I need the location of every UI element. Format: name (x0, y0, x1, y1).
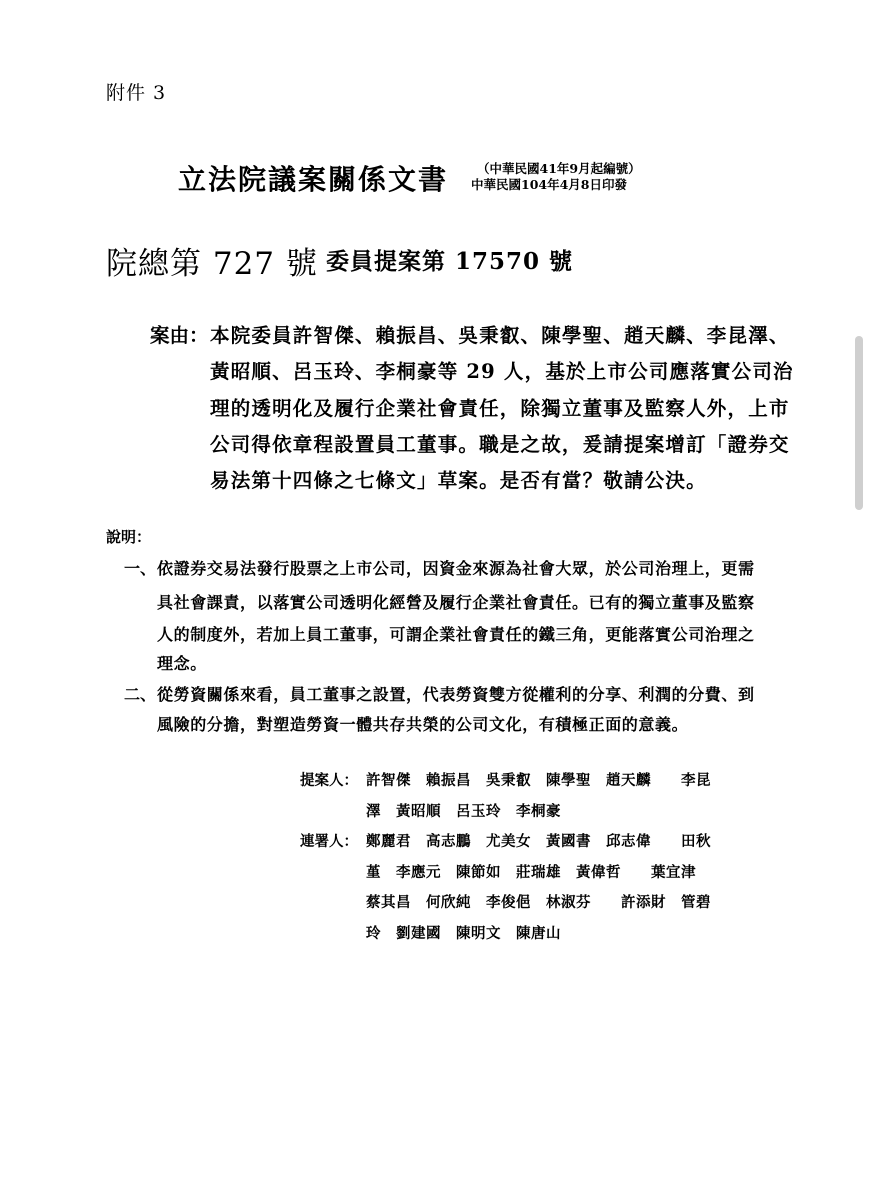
reason-line: 本院委員許智傑、賴振昌、吳秉叡、陳學聖、趙天麟、李昆澤、 (210, 324, 790, 347)
title-meta (471, 161, 641, 193)
point-number: 一、 (124, 559, 157, 578)
point-line: 理念。 (157, 654, 207, 673)
point-line: 風險的分擔，對塑造勞資一體共存共榮的公司文化，有積極正面的意義。 (157, 715, 689, 734)
yuan-number: 院總第 727 號 (106, 246, 318, 282)
reason-line: 黃昭順、呂玉玲、李桐豪等 29 人，基於上市公司應落實公司治 (210, 360, 794, 383)
proposers-line: 澤 黃昭順 呂玉玲 李桐豪 (366, 803, 561, 820)
scrollbar-thumb[interactable] (855, 336, 863, 510)
print-date: 中華民國104年4月8日印發 (471, 177, 627, 192)
cosigners-label: 連署人： (300, 833, 358, 850)
proposers-label: 提案人： (300, 772, 358, 789)
point-line: 具社會課責，以落實公司透明化經營及履行企業社會責任。已有的獨立董事及監察 (157, 593, 755, 612)
cosigners-line: 玲 劉建國 陳明文 陳唐山 (366, 925, 561, 942)
cosigners-line: 堇 李應元 陳節如 莊瑞雄 黃偉哲 葉宜津 (366, 864, 696, 881)
explanation-label: 說明： (106, 528, 152, 546)
reason-line: 公司得依章程設置員工董事。職是之故，爰請提案增訂「證券交 (210, 433, 790, 456)
point-line: 依證券交易法發行股票之上市公司，因資金來源為社會大眾，於公司治理上，更需 (157, 559, 755, 578)
proposal-number: 委員提案第 17570 號 (326, 248, 574, 275)
point-line: 人的制度外，若加上員工董事，可謂企業社會責任的鐵三角，更能落實公司治理之 (157, 625, 755, 644)
numbering-note: （中華民國41年9月起編號） (477, 161, 641, 176)
reason-line: 理的透明化及履行企業社會責任，除獨立董事及監察人外，上市 (210, 397, 790, 420)
cosigners-line: 蔡其昌 何欣純 李俊俋 林淑芬 許添財 管碧 (366, 894, 711, 911)
document-title: 立法院議案關係文書 (178, 163, 449, 196)
reason-label: 案由： (150, 324, 209, 347)
point-number: 二、 (124, 685, 157, 704)
cosigners-line: 鄭麗君 高志鵬 尤美女 黃國書 邱志偉 田秋 (366, 833, 711, 850)
point-line: 從勞資關係來看，員工董事之設置，代表勞資雙方從權利的分享、利潤的分費、到 (157, 685, 755, 704)
reason-line: 易法第十四條之七條文」草案。是否有當？敬請公決。 (210, 469, 707, 492)
annex-label: 附件 3 (106, 82, 167, 104)
proposers-line: 許智傑 賴振昌 吳秉叡 陳學聖 趙天麟 李昆 (366, 772, 711, 789)
